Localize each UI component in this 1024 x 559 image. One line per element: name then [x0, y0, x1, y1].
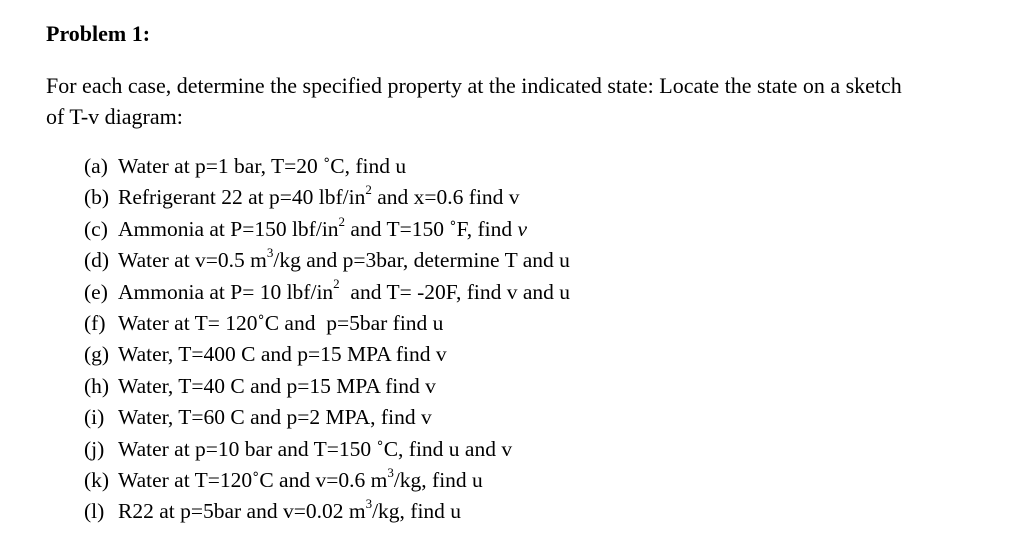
case-label: (e) — [84, 279, 108, 304]
case-item-b — [84, 182, 570, 213]
problem-intro — [46, 70, 1006, 132]
exponent: 2 — [333, 276, 340, 292]
case-label: (f) — [84, 310, 106, 335]
case-variable: v — [517, 216, 528, 241]
exponent: 2 — [338, 213, 346, 229]
case-item-c — [84, 214, 570, 245]
case-text: Water, T=40 C and p=15 MPA find v — [118, 373, 436, 398]
case-item-i — [84, 402, 570, 433]
case-text: Water at v=0.5 m — [118, 248, 267, 273]
intro-line-2: of T-v diagram: — [46, 104, 183, 129]
case-text: Ammonia at P=150 lbf/in — [118, 216, 339, 241]
case-text: Water at p=1 bar, T=20 ˚C, find u — [118, 154, 407, 178]
case-text: /kg, find u — [393, 467, 483, 492]
case-item-e — [84, 277, 570, 308]
problem-case-list — [84, 151, 570, 528]
case-label: (i) — [84, 405, 105, 430]
case-text: and T=150 ˚F, find — [345, 216, 518, 241]
case-text: Water at T= 120˚C and p=5bar find u — [118, 310, 444, 335]
case-text: Ammonia at P= 10 lbf/in — [118, 279, 334, 304]
case-text: Water, T=60 C and p=2 MPA, find v — [118, 405, 432, 430]
case-item-d — [84, 245, 570, 276]
case-label: (a) — [84, 154, 108, 178]
case-text: Water, T=400 C and p=15 MPA find v — [118, 342, 447, 367]
exponent: 3 — [387, 464, 394, 480]
case-text: Water at p=10 bar and T=150 ˚C, find u and v — [118, 436, 513, 461]
exponent: 3 — [365, 496, 373, 512]
intro-line-1: For each case, determine the specified property at the indicated state: Locate the state on a sketch — [46, 73, 902, 98]
exponent: 2 — [365, 182, 372, 198]
case-label: (b) — [84, 185, 110, 210]
case-label: (g) — [84, 342, 110, 367]
case-label: (k) — [84, 467, 110, 492]
case-text: /kg and p=3bar, determine T and u — [273, 248, 570, 273]
case-text: Refrigerant 22 at p=40 lbf/in — [118, 185, 366, 210]
case-text: /kg, find u — [372, 499, 462, 524]
exponent: 3 — [266, 245, 274, 261]
case-label: (j) — [84, 436, 105, 461]
case-label: (c) — [84, 216, 108, 241]
case-label: (h) — [84, 373, 110, 398]
case-item-a — [84, 151, 570, 182]
problem-title: Problem 1: — [46, 21, 151, 46]
case-item-f — [84, 308, 570, 339]
case-text: and x=0.6 find v — [371, 185, 520, 210]
case-item-g — [84, 339, 570, 370]
case-label: (d) — [84, 248, 110, 273]
case-item-j — [84, 434, 570, 465]
case-label: (l) — [84, 499, 105, 524]
case-text: and T= -20F, find v and u — [339, 279, 571, 304]
case-item-h — [84, 371, 570, 402]
case-text: R22 at p=5bar and v=0.02 m — [118, 499, 366, 524]
case-text: Water at T=120˚C and v=0.6 m — [118, 467, 388, 492]
case-item-k — [84, 465, 570, 496]
case-item-l — [84, 496, 570, 527]
